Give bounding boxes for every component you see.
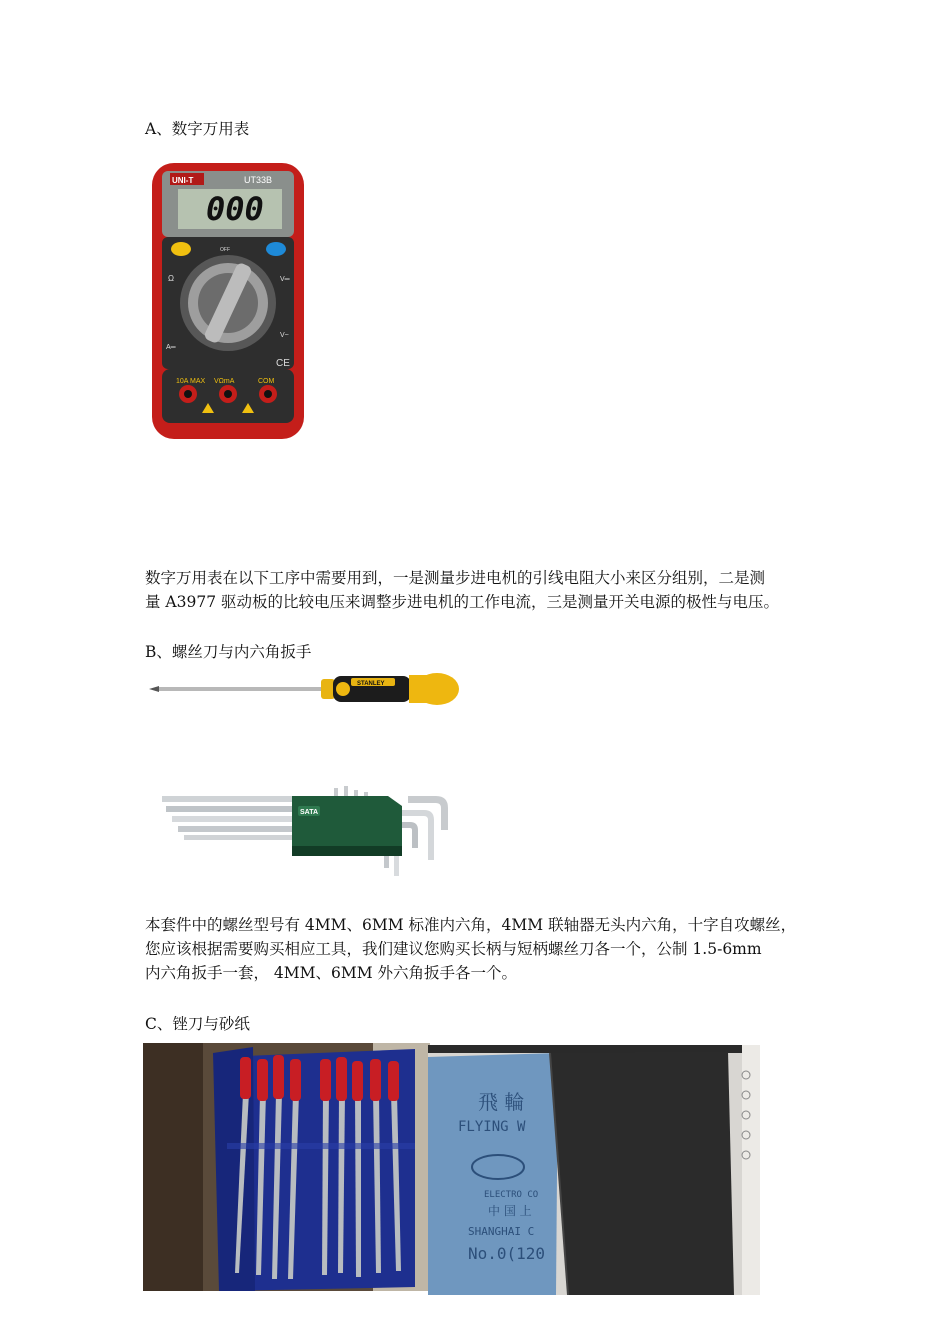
section-c-heading: C、锉刀与砂纸	[145, 1015, 250, 1033]
svg-text:CE: CE	[276, 358, 290, 369]
sandpaper-text-4: 中 国 上	[488, 1204, 532, 1218]
hexkey-brand: SATA	[300, 809, 319, 816]
meter-display: 000	[206, 190, 264, 228]
section-b-heading: B、螺丝刀与内六角扳手	[145, 643, 312, 661]
section-b-line-1: 本套件中的螺丝型号有 4MM、6MM 标准内六角，4MM 联轴器无头内六角，十字自攻螺丝，	[145, 916, 797, 934]
svg-text:V═: V═	[280, 276, 290, 283]
svg-text:COM: COM	[258, 378, 275, 385]
sandpaper-text-3: ELECTRO CO	[484, 1190, 539, 1200]
sandpaper-text-6: No.0(120	[468, 1244, 546, 1263]
sandpaper-text-1: 飛 輪	[478, 1090, 525, 1114]
file-set-image	[143, 1043, 430, 1291]
meter-brand: UNI-T	[172, 176, 194, 185]
section-a-line-1: 数字万用表在以下工序中需要用到，一是测量步进电机的引线电阻大小来区分组别，二是测	[145, 569, 766, 587]
svg-text:OFF: OFF	[220, 247, 230, 253]
svg-text:10A MAX: 10A MAX	[176, 378, 206, 385]
section-a-line-2: 量 A3977 驱动板的比较电压来调整步进电机的工作电流，三是测量开关电源的极性与电压。	[145, 593, 779, 611]
sandpaper-text-5: SHANGHAI C	[468, 1225, 535, 1238]
meter-model: UT33B	[244, 175, 273, 185]
sandpaper-text-2: FLYING W	[458, 1119, 526, 1135]
multimeter-image	[148, 161, 308, 441]
svg-text:VΩmA: VΩmA	[214, 378, 235, 385]
screwdriver-image	[145, 667, 465, 712]
section-a-paragraph	[145, 566, 810, 614]
svg-text:Ω: Ω	[168, 274, 174, 283]
svg-text:V~: V~	[280, 332, 289, 339]
section-a-heading: A、数字万用表	[145, 120, 250, 138]
hex-key-set-image	[158, 782, 458, 878]
svg-text:A═: A═	[166, 344, 176, 351]
section-b-line-3: 内六角扳手一套， 4MM、6MM 外六角扳手各一个。	[145, 964, 518, 982]
sandpaper-image	[428, 1045, 760, 1295]
screwdriver-brand: STANLEY	[357, 681, 385, 687]
section-b-paragraph	[145, 913, 810, 985]
section-b-line-2: 您应该根据需要购买相应工具，我们建议您购买长柄与短柄螺丝刀各一个，公制 1.5-6mm	[145, 940, 762, 958]
